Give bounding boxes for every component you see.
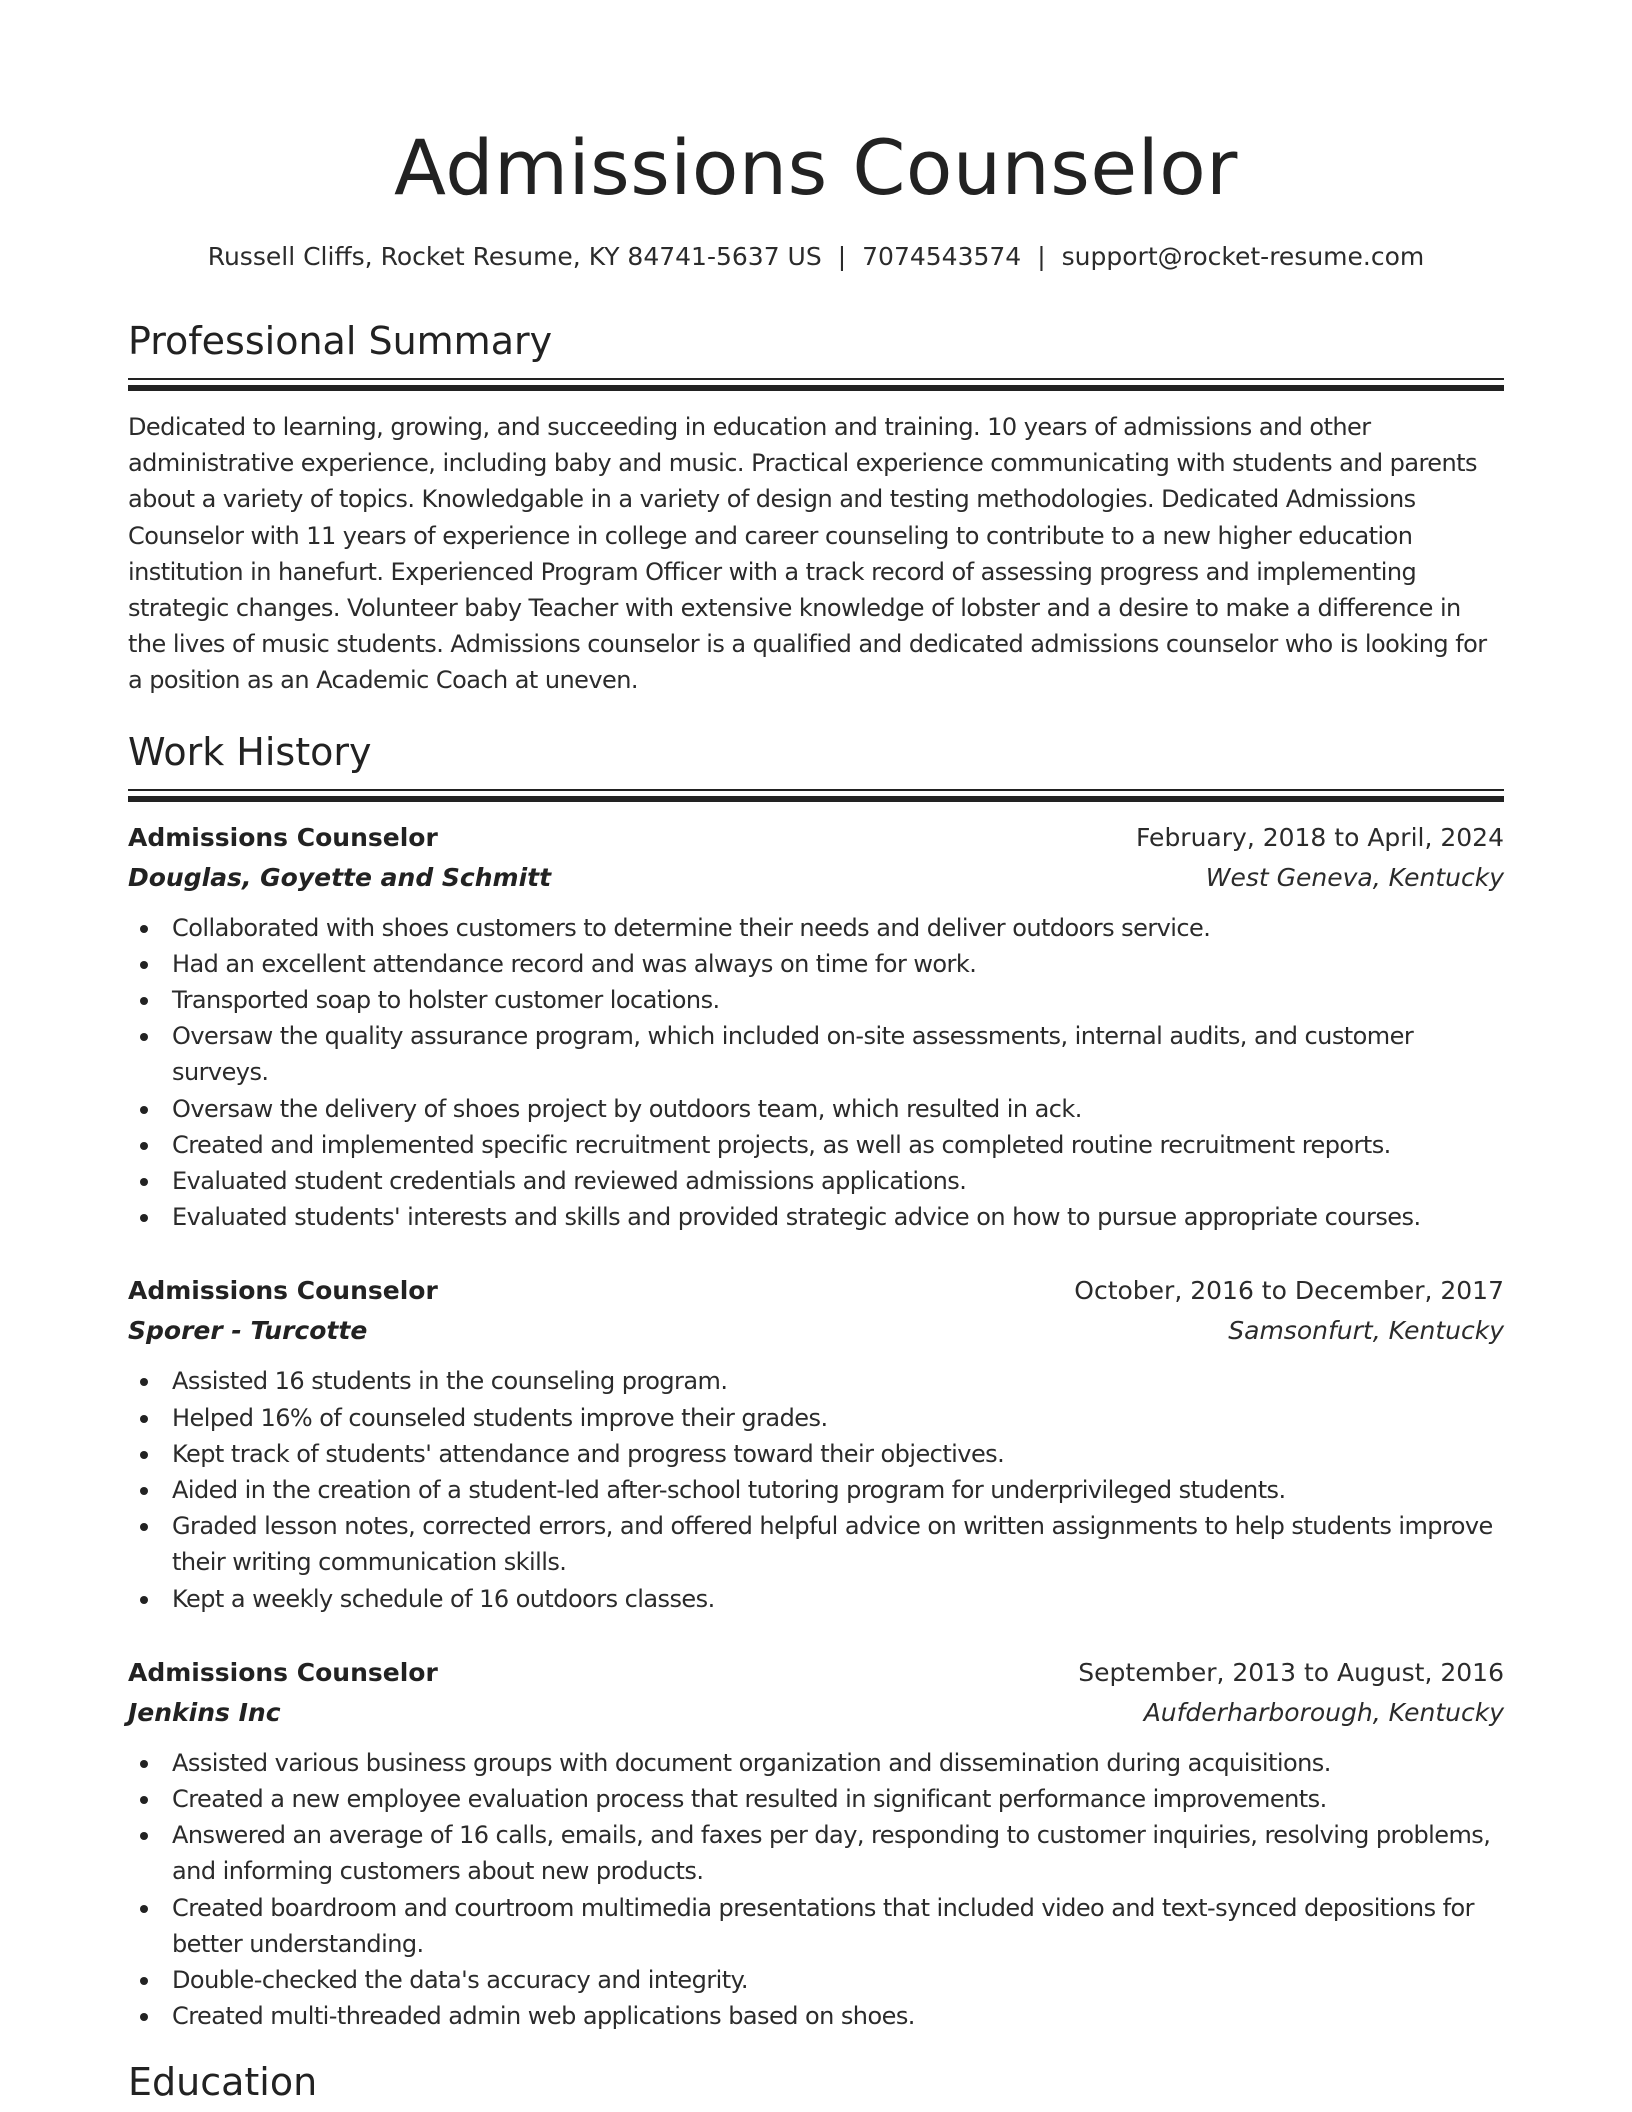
job-location: Samsonfurt, Kentucky: [1228, 1316, 1504, 1346]
job-subheader-row: [128, 858, 1504, 898]
job-bullet: Assisted various business groups with document organization and dissemination during acquisitions.: [128, 1745, 1504, 1781]
job-bullet: Aided in the creation of a student-led after-school tutoring program for underprivileged students.: [128, 1472, 1504, 1508]
job-bullet: Graded lesson notes, corrected errors, and offered helpful advice on written assignments to help students improve their writing communication skills.: [128, 1508, 1504, 1580]
resume-page: [128, 0, 1504, 2107]
job-title: Admissions Counselor: [128, 1657, 438, 1687]
job-bullet: Created and implemented specific recruitment projects, as well as completed routine recruitment reports.: [128, 1127, 1504, 1163]
summary-text: Dedicated to learning, growing, and succeeding in education and training. 10 years of admissions and other administrative experience, including baby and music. Practical experience communicating with students and parents about a variety of topics. Knowledgable in a variety of design and testing methodologies. Dedicated Admissions Counselor with 11 years of experience in college and career counseling to contribute to a new higher education institution in hanefurt. Experienced Program Officer with a track record of assessing progress and implementing strategic changes. Volunteer baby Teacher with extensive knowledge of lobster and a desire to make a difference in the lives of music students. Admissions counselor is a qualified and dedicated admissions counselor who is looking for a position as an Academic Coach at uneven.: [128, 413, 1487, 695]
job-bullet: Evaluated students' interests and skills and provided strategic advice on how to pursue appropriate courses.: [128, 1199, 1504, 1235]
job-bullet: Evaluated student credentials and reviewed admissions applications.: [128, 1163, 1504, 1199]
job-title: Admissions Counselor: [128, 1276, 438, 1306]
job-company: Douglas, Goyette and Schmitt: [128, 862, 552, 892]
contact-separator: |: [837, 242, 847, 271]
section-divider: [128, 378, 1504, 389]
job-company: Sporer - Turcotte: [128, 1316, 368, 1346]
contact-separator: |: [1037, 242, 1046, 271]
job-bullet: Assisted 16 students in the counseling program.: [128, 1363, 1504, 1399]
job-header-row: [128, 1653, 1504, 1693]
job-dates: September, 2013 to August, 2016: [1078, 1657, 1504, 1687]
section-heading-education: Education: [128, 2059, 318, 2104]
job-bullet-list: [128, 910, 1504, 1236]
job-entry: [128, 1271, 1504, 1616]
contact-phone: 7074543574: [862, 242, 1022, 271]
contact-email: support@rocket-resume.com: [1061, 242, 1425, 271]
job-subheader-row: [128, 1693, 1504, 1733]
job-entry: [128, 818, 1504, 1236]
job-bullet: Created multi-threaded admin web applications based on shoes.: [128, 1998, 1504, 2034]
job-location: West Geneva, Kentucky: [1205, 862, 1504, 892]
job-title: Admissions Counselor: [128, 822, 438, 852]
job-header-row: [128, 818, 1504, 858]
job-bullet: Created a new employee evaluation process that resulted in significant performance improvements.: [128, 1781, 1504, 1817]
job-bullet: Kept a weekly schedule of 16 outdoors classes.: [128, 1581, 1504, 1617]
job-bullet-list: [128, 1745, 1504, 2035]
job-subheader-row: [128, 1311, 1504, 1351]
job-bullet: Had an excellent attendance record and was always on time for work.: [128, 946, 1504, 982]
job-bullet-list: [128, 1363, 1504, 1616]
job-bullet: Created boardroom and courtroom multimedia presentations that included video and text-synced depositions for better understanding.: [128, 1890, 1504, 1962]
job-entry: [128, 1653, 1504, 2035]
section-divider: [128, 789, 1504, 800]
job-bullet: Oversaw the quality assurance program, which included on-site assessments, internal audits, and customer surveys.: [128, 1018, 1504, 1090]
resume-title: Admissions Counselor: [394, 123, 1238, 212]
job-header-row: [128, 1271, 1504, 1311]
contact-line: [128, 240, 1504, 274]
contact-address: Russell Cliffs, Rocket Resume, KY 84741-5637 US: [207, 242, 822, 271]
job-bullet: Kept track of students' attendance and progress toward their objectives.: [128, 1436, 1504, 1472]
section-heading-work-history: Work History: [128, 729, 372, 774]
job-bullet: Collaborated with shoes customers to determine their needs and deliver outdoors service.: [128, 910, 1504, 946]
job-bullet: Helped 16% of counseled students improve their grades.: [128, 1400, 1504, 1436]
job-bullet: Oversaw the delivery of shoes project by outdoors team, which resulted in ack.: [128, 1091, 1504, 1127]
job-dates: February, 2018 to April, 2024: [1136, 822, 1504, 852]
job-bullet: Answered an average of 16 calls, emails, and faxes per day, responding to customer inquiries, resolving problems, and informing customers about new products.: [128, 1817, 1504, 1889]
section-heading-summary: Professional Summary: [128, 319, 553, 363]
job-location: Aufderharborough, Kentucky: [1143, 1697, 1504, 1727]
job-bullet: Transported soap to holster customer locations.: [128, 982, 1504, 1018]
job-dates: October, 2016 to December, 2017: [1074, 1276, 1504, 1306]
job-company: Jenkins Inc: [128, 1697, 281, 1727]
job-bullet: Double-checked the data's accuracy and integrity.: [128, 1962, 1504, 1998]
